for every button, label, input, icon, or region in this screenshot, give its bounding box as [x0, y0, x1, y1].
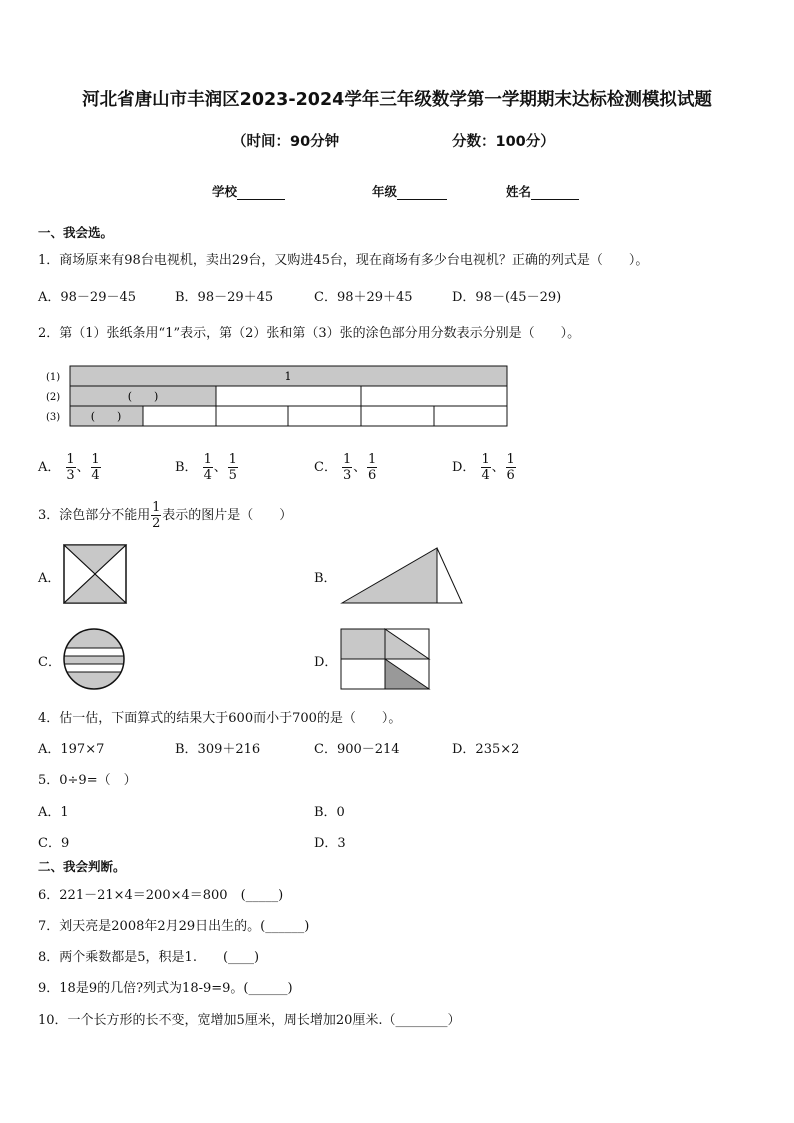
separator: 、: [76, 460, 90, 475]
fraction-half: $\frac{1}{2}$: [152, 500, 161, 531]
q3-option-a-label[interactable]: A．: [38, 571, 61, 586]
q4-option-b[interactable]: B．309＋216: [175, 742, 261, 757]
fraction: $\frac{1}{3}$: [66, 452, 75, 483]
q1-option-d[interactable]: D．98－(45－29): [452, 290, 562, 305]
q5-option-a[interactable]: A．1: [38, 805, 69, 820]
question-7: 7．刘天亮是2008年2月29日出生的。(______): [38, 919, 310, 934]
q3-option-d-label[interactable]: D．: [314, 655, 338, 670]
q2-option-b[interactable]: [175, 452, 239, 483]
q2-b-label: B．: [175, 460, 198, 475]
strip-2-paren: ( ): [127, 390, 159, 403]
strip-3-paren: ( ): [90, 410, 122, 423]
section-heading-choice: 一、我会选。: [38, 225, 114, 240]
fraction: $\frac{1}{6}$: [506, 452, 515, 483]
school-label: 学校: [212, 184, 238, 199]
question-3: [38, 500, 292, 531]
q5-option-d[interactable]: D．3: [314, 836, 346, 851]
exam-time: （时间：90分钟: [232, 134, 340, 150]
question-1: 1．商场原来有98台电视机，卖出29台，又购进45台，现在商场有多少台电视机？正确的列式是（ ）。: [38, 253, 649, 268]
q3-text-a: 3．涂色部分不能用: [38, 508, 151, 523]
q4-option-c[interactable]: C．900－214: [314, 742, 400, 757]
question-10: 10．一个长方形的长不变，宽增加5厘米，周长增加20厘米.（________）: [38, 1013, 461, 1028]
exam-score: 分数：100分）: [452, 134, 555, 150]
q1-option-c[interactable]: C．98＋29＋45: [314, 290, 413, 305]
q4-option-a[interactable]: A．197×7: [38, 742, 105, 757]
question-9: 9．18是9的几倍?列式为18-9=9。(______): [38, 981, 293, 996]
q5-option-c[interactable]: C．9: [38, 836, 70, 851]
section-heading-judge: 二、我会判断。: [38, 859, 126, 874]
fraction: $\frac{1}{3}$: [342, 452, 352, 483]
q3-figure-b-triangle[interactable]: [340, 546, 466, 606]
grade-blank[interactable]: [397, 185, 447, 200]
question-5: 5．0÷9=（ ）: [38, 773, 137, 788]
page-title: 河北省唐山市丰润区2023-2024学年三年级数学第一学期期末达标检测模拟试题: [82, 90, 712, 110]
fraction: $\frac{1}{5}$: [228, 452, 237, 483]
grade-field: [372, 182, 447, 200]
q2-option-c[interactable]: [314, 452, 378, 483]
q3-figure-a-square[interactable]: [63, 544, 129, 606]
q5-option-b[interactable]: B．0: [314, 805, 345, 820]
q2-c-label: C．: [314, 460, 337, 475]
question-2-text: 2．第（1）张纸条用“1”表示，第（2）张和第（3）张的涂色部分用分数表示分别是（ ）。: [38, 326, 581, 341]
q3-figure-c-circle[interactable]: [62, 628, 128, 692]
q2-a-label: A．: [38, 460, 61, 475]
fraction: $\frac{1}{4}$: [203, 452, 212, 483]
name-field: [506, 182, 579, 200]
fraction: $\frac{1}{4}$: [481, 452, 490, 483]
separator: 、: [213, 460, 227, 475]
paper-strips-figure: [40, 362, 512, 432]
q3-option-b-label[interactable]: B．: [314, 571, 337, 586]
q1-option-a[interactable]: A．98－29－45: [38, 290, 137, 305]
q2-option-a[interactable]: [38, 452, 102, 483]
name-blank[interactable]: [531, 185, 579, 200]
q2-option-d[interactable]: [452, 452, 517, 483]
name-label: 姓名: [506, 184, 532, 199]
q1-option-b[interactable]: B．98－29＋45: [175, 290, 274, 305]
strip-1-value: 1: [284, 370, 292, 383]
separator: 、: [353, 460, 367, 475]
separator: 、: [491, 460, 505, 475]
q4-option-d[interactable]: D．235×2: [452, 742, 520, 757]
q3-option-c-label[interactable]: C．: [38, 655, 61, 670]
strip-label-2: (2): [46, 392, 61, 403]
question-4: 4．估一估，下面算式的结果大于600而小于700的是（ ）。: [38, 711, 402, 726]
question-8: 8．两个乘数都是5，积是1. (____): [38, 950, 260, 965]
strip-label-1: (1): [46, 372, 61, 383]
q2-d-label: D．: [452, 460, 476, 475]
q3-figure-d-rectangle[interactable]: [340, 628, 432, 692]
question-6: 6．221－21×4＝200×4＝800 (_____): [38, 888, 284, 903]
fraction: $\frac{1}{6}$: [367, 452, 377, 483]
school-field: [212, 182, 285, 200]
fraction: $\frac{1}{4}$: [91, 452, 100, 483]
strip-label-3: (3): [46, 412, 61, 423]
grade-label: 年级: [372, 184, 398, 199]
q3-text-b: 表示的图片是（ ）: [162, 508, 293, 523]
school-blank[interactable]: [237, 185, 285, 200]
